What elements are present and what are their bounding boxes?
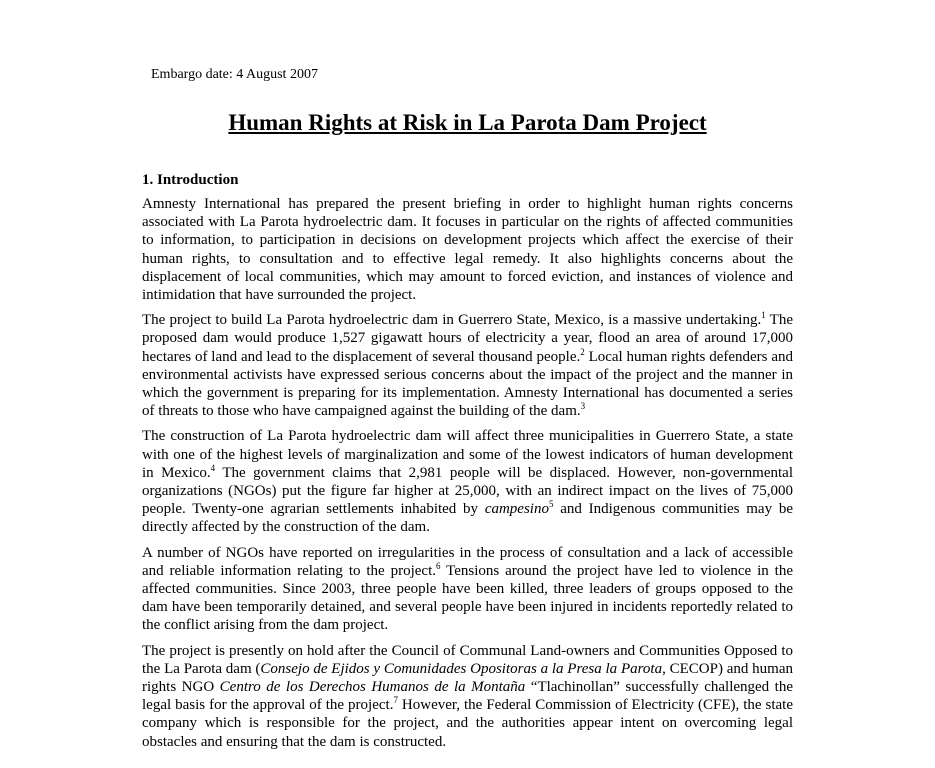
paragraph-2 (142, 311, 793, 420)
paragraph-5 (142, 642, 793, 751)
paragraph-3-sentence: and Indigenous communities may be directly affected by the construction of the dam. (142, 501, 793, 536)
italic-term: campesino (484, 501, 549, 518)
paragraph-4 (142, 544, 793, 635)
embargo-date: Embargo date: 4 August 2007 (151, 67, 318, 82)
footnote-ref-7[interactable]: 7 (393, 695, 398, 706)
paragraph-1 (142, 195, 793, 304)
footnote-ref-5[interactable]: 5 (548, 499, 554, 510)
footnote-ref-3[interactable]: 3 (580, 401, 586, 412)
paragraph-5-sentence: “Tlachinollan” successfully challenged the legal basis for the approval of the project. (142, 679, 793, 714)
paragraph-3-sentence: The government claims that 2,981 people will be displaced. However, non-governmental organizations (NGOs) put the figure far higher at 25,000, with an indirect impact on the lives of 75,000 people. Twenty-one agrarian settlements inhabited by (142, 464, 793, 518)
footnote-ref-1[interactable]: 1 (761, 310, 766, 321)
italic-org-name: Centro de los Derechos Humanos de la Montaña (219, 679, 526, 696)
footnote-ref-6[interactable]: 6 (436, 560, 441, 571)
document-title: Human Rights at Risk in La Parota Dam Project (228, 110, 707, 135)
paragraph-4-sentence: Tensions around the project have led to violence in the affected communities. Since 2003, three people have been killed, three leaders of groups opposed to the dam have been temporarily detained, and several people have been injured in incidents reportedly related to the conflict arising from the dam project. (142, 562, 793, 634)
paragraph-5-sentence: , CECOP) and human rights NGO (142, 660, 793, 696)
body-text (142, 195, 793, 758)
paragraph-3-sentence: The construction of La Parota hydroelectric dam will affect three municipalities in Guerrero State, a state with one of the highest levels of marginalization and some of the lowest indicators of human development in Mexico. (142, 428, 793, 481)
italic-org-name: Consejo de Ejidos y Comunidades Opositoras a la Presa la Parota (260, 660, 663, 677)
footnote-ref-2[interactable]: 2 (580, 346, 585, 357)
paragraph-2-sentence: The project to build La Parota hydroelectric dam in Guerrero State, Mexico, is a massive undertaking. (142, 312, 762, 329)
paragraph-5-sentence: The project is presently on hold after the Council of Communal Land-owners and Communities Opposed to the La Parota dam ( (142, 642, 793, 677)
paragraph-2-sentence: Local human rights defenders and environmental activists have expressed serious concerns about the impact of the project and the manner in which the government is preparing for its implementation. Amnesty International has documented a series of threats to those who have campaigned against the building of the dam. (142, 348, 793, 420)
section-heading: 1. Introduction (142, 172, 239, 188)
paragraph-2-sentence: The proposed dam would produce 1,527 gigawatt hours of electricity a year, flood an area of around 17,000 hectares of land and lead to the displacement of several thousand people. (142, 312, 793, 365)
paragraph-4-sentence: A number of NGOs have reported on irregularities in the process of consultation and a lack of accessible and reliable information relating to the project. (142, 544, 793, 579)
footnote-ref-4[interactable]: 4 (210, 462, 216, 473)
paragraph-5-sentence: However, the Federal Commission of Electricity (CFE), the state company which is responsible for the project, and the authorities appear intent on overcoming legal obstacles and ensuring that the dam is constructed. (142, 697, 793, 750)
paragraph-1-text: Amnesty International has prepared the present briefing in order to highlight human rights concerns associated with La Parota hydroelectric dam. It focuses in particular on the rights of affected communities to information, to participation in decisions on development projects which affect the exercise of their human rights, to consultation and to effective legal remedy. It also highlights concerns about the displacement of local communities, which may amount to forced eviction, and instances of violence and intimidation that have surrounded the project. (142, 196, 793, 304)
paragraph-3 (142, 427, 793, 536)
